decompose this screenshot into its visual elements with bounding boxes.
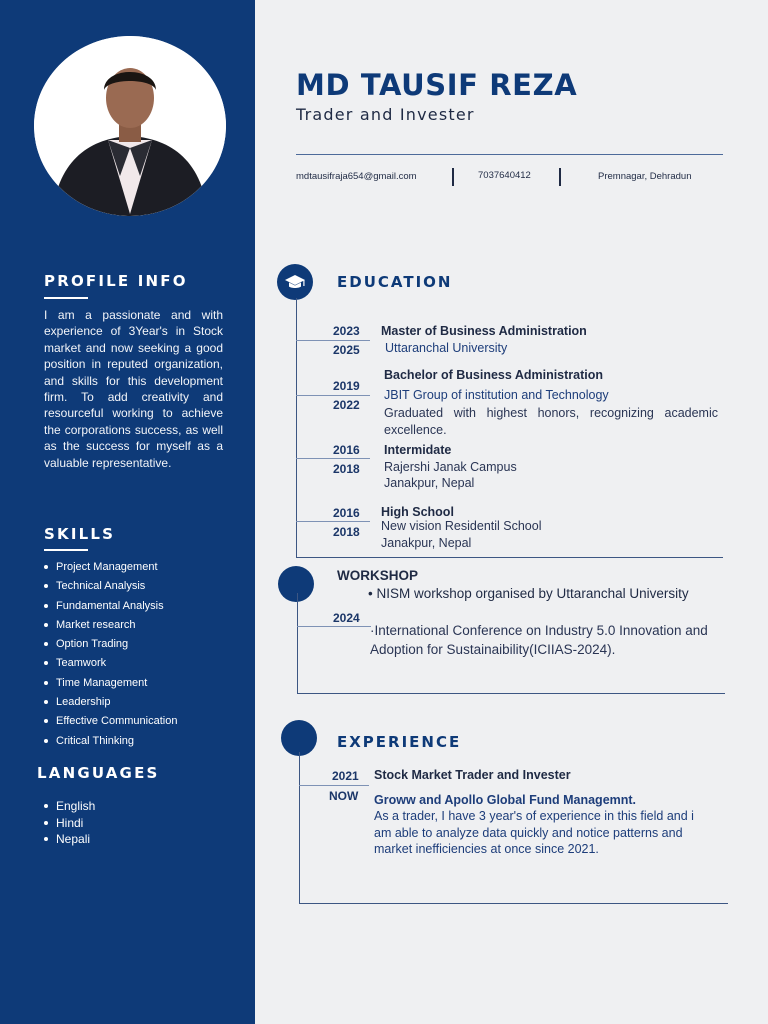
edu-year-divider [296, 521, 370, 522]
experience-year-divider [299, 785, 369, 786]
experience-year-end: NOW [329, 789, 359, 803]
education-timeline-line [296, 298, 297, 557]
location-text: Premnagar, Dehradun [598, 171, 692, 182]
profile-info-heading: PROFILE INFO [44, 272, 188, 290]
edu-degree: Bachelor of Business Administration [384, 368, 604, 382]
skill-item: Technical Analysis [56, 579, 177, 598]
email-text[interactable]: mdtausifraja654@gmail.com [296, 171, 417, 182]
workshop-item: ·International Conference on Industry 5.0 Innovation and Adoption for Sustainaibility(ICIIAS-2024). [370, 623, 708, 657]
contact-divider [296, 154, 723, 155]
graduation-cap-icon [284, 273, 306, 291]
edu-year-divider [296, 340, 370, 341]
skills-underline [44, 549, 88, 551]
skill-item: Market research [56, 618, 177, 637]
edu-year-end: 2018 [333, 462, 360, 476]
language-item: English [56, 799, 95, 816]
skill-item: Time Management [56, 676, 177, 695]
workshop-item: • NISM workshop organised by Uttaranchal University [368, 586, 689, 601]
edu-school: Rajershi Janak Campus [384, 460, 517, 474]
languages-heading: LANGUAGES [37, 764, 160, 782]
skills-list [56, 560, 177, 753]
experience-description: As a trader, I have 3 year's of experience in this field and i am able to analyze data quickly and notice patterns and market inefficiencies at once since 2021. [374, 809, 694, 857]
edu-degree: High School [381, 505, 454, 519]
edu-year-divider [296, 395, 370, 396]
skill-item: Option Trading [56, 637, 177, 656]
edu-school: New vision Residentil School [381, 519, 542, 533]
workshop-icon-circle [278, 566, 314, 602]
languages-list [56, 799, 95, 849]
edu-school: Uttaranchal University [385, 341, 508, 355]
contact-separator [559, 168, 561, 186]
skill-item: Effective Communication [56, 714, 177, 733]
candidate-name: MD TAUSIF REZA [296, 68, 578, 102]
profile-description: I am a passionate and with experience of 3Year's in Stock market and now seeking a good position in reputed organization, and skills for this development firm. To add creativity and resourceful working to achieve the corporations success, as well as the success for myself as a valuable representative. [44, 308, 223, 470]
education-bottom-rule [296, 557, 723, 558]
experience-heading: EXPERIENCE [337, 733, 462, 751]
edu-location: Janakpur, Nepal [381, 536, 472, 550]
edu-year-end: 2018 [333, 525, 360, 539]
phone-text[interactable]: 7037640412 [478, 170, 531, 181]
skill-item: Fundamental Analysis [56, 599, 177, 618]
skill-item: Leadership [56, 695, 177, 714]
experience-icon-circle [281, 720, 317, 756]
edu-school: JBIT Group of institution and Technology [384, 388, 609, 402]
experience-timeline-line [299, 752, 300, 904]
skills-heading: SKILLS [44, 525, 116, 543]
experience-year-start: 2021 [332, 769, 359, 783]
edu-year-start: 2016 [333, 443, 360, 457]
profile-info-underline [44, 297, 88, 299]
edu-year-end: 2022 [333, 398, 360, 412]
edu-year-start: 2023 [333, 324, 360, 338]
experience-company: Groww and Apollo Global Fund Managemnt. [374, 793, 637, 807]
skill-item: Critical Thinking [56, 734, 177, 753]
experience-bottom-rule [299, 903, 728, 904]
workshop-year: 2024 [333, 611, 360, 625]
edu-year-end: 2025 [333, 343, 360, 357]
candidate-role: Trader and Invester [296, 105, 475, 124]
contact-separator [452, 168, 454, 186]
education-heading: EDUCATION [337, 273, 453, 291]
edu-degree: Master of Business Administration [381, 324, 587, 338]
edu-year-start: 2016 [333, 506, 360, 520]
workshop-year-divider [297, 626, 371, 627]
education-icon-circle [277, 264, 313, 300]
workshop-heading: WORKSHOP [337, 568, 418, 583]
language-item: Nepali [56, 832, 95, 849]
profile-photo [34, 36, 226, 216]
skill-item: Teamwork [56, 656, 177, 675]
person-photo-icon [34, 36, 226, 216]
edu-year-start: 2019 [333, 379, 360, 393]
workshop-bottom-rule [297, 693, 725, 694]
edu-note: Graduated with highest honors, recognizing academic excellence. [384, 406, 718, 437]
language-item: Hindi [56, 816, 95, 833]
edu-location: Janakpur, Nepal [384, 476, 475, 490]
experience-position: Stock Market Trader and Invester [374, 768, 571, 782]
edu-year-divider [296, 458, 370, 459]
skill-item: Project Management [56, 560, 177, 579]
sidebar [0, 0, 255, 1024]
edu-degree: Intermidate [384, 443, 452, 457]
workshop-timeline-line [297, 593, 298, 694]
